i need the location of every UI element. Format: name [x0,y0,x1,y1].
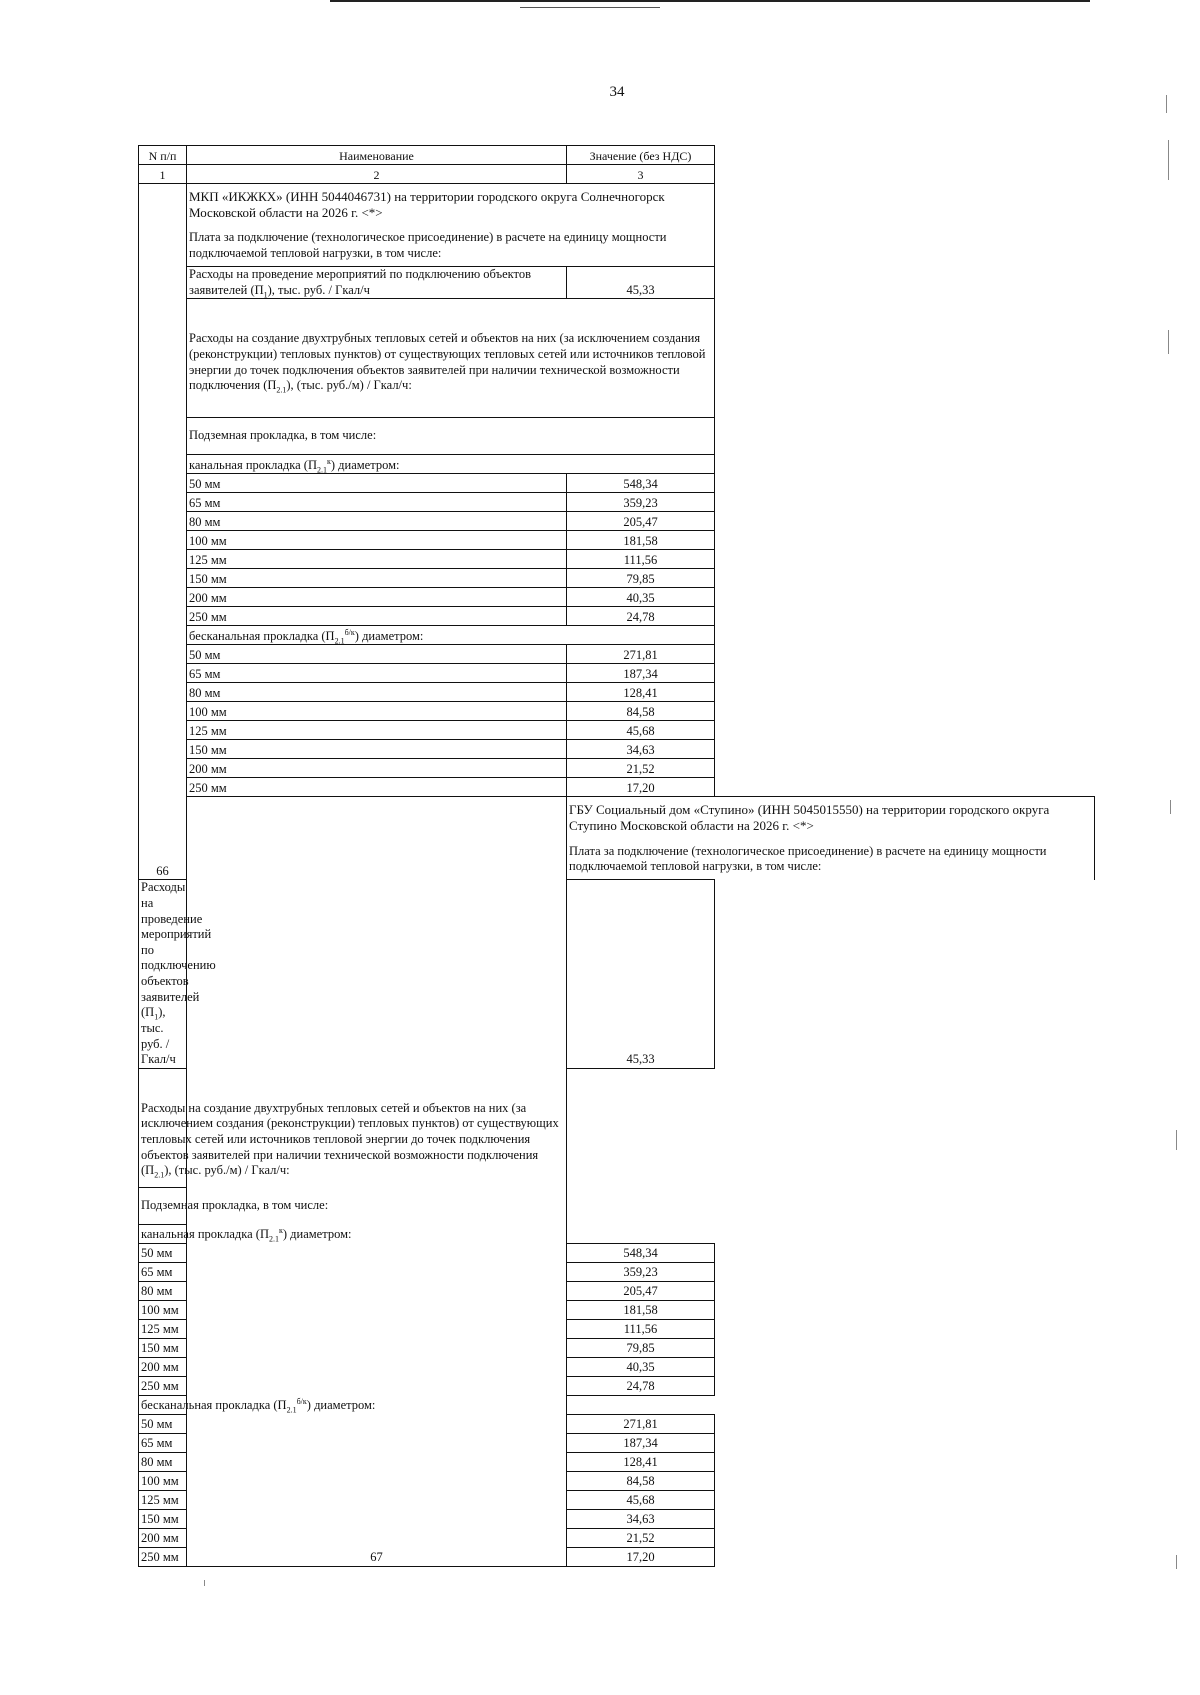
channel-subscript: 2.1 [317,465,327,475]
p21-text [139,1068,567,1187]
table-row [139,778,1095,797]
diameter-value: 548,34 [567,474,715,493]
table-row [139,512,1095,531]
scan-mark [1166,95,1167,113]
diameter-label: 65 мм [139,1262,187,1281]
table-row [139,759,1095,778]
table-row [139,721,1095,740]
nochannel-label [187,626,715,645]
diameter-label: 250 мм [139,1376,187,1395]
diameter-label: 80 мм [139,1452,187,1471]
column-number: 2 [187,165,567,184]
nochannel-prefix: бесканальная прокладка (П [141,1398,287,1413]
table-row [139,493,1095,512]
channel-suffix: ) диаметром: [330,457,400,472]
diameter-value: 45,68 [567,721,715,740]
p1-value: 45,33 [567,880,715,1069]
table-header-row [139,146,1095,165]
diameter-value: 34,63 [567,1509,715,1528]
org-name: МКП «ИКЖКХ» (ИНН 5044046731) на территории городского округа Солнечногорск Московской области на 2026 г. <*> [187,184,715,227]
table-row [139,474,1095,493]
scan-mark [1176,1130,1177,1150]
p1-label [187,267,567,299]
diameter-label: 65 мм [187,664,567,683]
p1-subscript: 1 [263,290,268,300]
p1-prefix: Расходы на проведение мероприятий по подключению объектов заявителей (П [189,267,531,297]
diameter-value: 205,47 [567,512,715,531]
diameter-label: 250 мм [187,607,567,626]
nochannel-header-row [139,626,1095,645]
diameter-label: 100 мм [187,702,567,721]
diameter-value: 128,41 [567,1452,715,1471]
p21-text [187,299,715,418]
diameter-label: 100 мм [139,1300,187,1319]
p1-value: 45,33 [567,267,715,299]
diameter-label: 125 мм [187,721,567,740]
diameter-value: 79,85 [567,1338,715,1357]
fee-row [139,226,1095,267]
diameter-value: 111,56 [567,1319,715,1338]
diameter-label: 200 мм [187,759,567,778]
channel-header-row [139,455,1095,474]
table-row [139,683,1095,702]
diameter-label: 80 мм [187,512,567,531]
p1-suffix: ), тыс. руб. / Гкал/ч [141,1005,176,1067]
diameter-label: 80 мм [187,683,567,702]
nochannel-label [139,1395,567,1414]
scan-border-line [520,7,660,8]
p21-subscript: 2.1 [276,385,287,395]
diameter-value: 271,81 [567,1414,715,1433]
channel-superscript: к [279,1225,283,1235]
nochannel-subscript: 2.1 [286,1405,297,1415]
p1-suffix: ), тыс. руб. / Гкал/ч [267,282,370,297]
diameter-value: 128,41 [567,683,715,702]
diameter-label: 50 мм [139,1414,187,1433]
p1-row [139,267,1095,299]
table-row [139,740,1095,759]
diameter-value: 181,58 [567,1300,715,1319]
table-row [139,645,1095,664]
diameter-label: 200 мм [139,1528,187,1547]
org-name: ГБУ Социальный дом «Ступино» (ИНН 5045015550) на территории городского округа Ступино Московской области на 2026 г. <*> [567,797,1095,840]
diameter-value: 79,85 [567,569,715,588]
diameter-value: 271,81 [567,645,715,664]
p21-main: Расходы на создание двухтрубных тепловых сетей и объектов на них (за исключением создания (реконструкции) тепловых пунктов) от существующих тепловых сетей или источников тепловой энергии до точек подключения объектов заявителей при наличии технической возможности подключения (П [189,331,706,393]
scan-mark [1168,140,1169,180]
org-row [139,184,1095,227]
diameter-value: 548,34 [567,1243,715,1262]
channel-header-row [139,1224,1095,1243]
nochannel-subscript: 2.1 [334,636,345,646]
scan-mark [1176,1555,1177,1569]
diameter-label: 65 мм [187,493,567,512]
diameter-label: 150 мм [187,740,567,759]
channel-prefix: канальная прокладка (П [189,457,317,472]
diameter-value: 24,78 [567,1376,715,1395]
diameter-value: 17,20 [567,1547,715,1566]
p21-suffix: ), (тыс. руб./м) / Гкал/ч: [286,378,412,393]
scan-border-line [330,0,1090,2]
diameter-value: 84,58 [567,1471,715,1490]
diameter-value: 84,58 [567,702,715,721]
row-number: 67 [187,797,567,1567]
table-row [139,607,1095,626]
diameter-value: 181,58 [567,531,715,550]
diameter-label: 150 мм [139,1338,187,1357]
table-row [139,550,1095,569]
channel-label [139,1224,567,1243]
diameter-label: 100 мм [139,1471,187,1490]
channel-suffix: ) диаметром: [282,1227,352,1242]
table-row [139,569,1095,588]
diameter-label: 200 мм [187,588,567,607]
table-row [139,664,1095,683]
diameter-value: 17,20 [567,778,715,797]
diameter-label: 50 мм [139,1243,187,1262]
underground-row [139,1187,1095,1224]
col-header-name: Наименование [187,146,567,165]
diameter-label: 125 мм [139,1490,187,1509]
diameter-label: 250 мм [139,1547,187,1566]
diameter-label: 50 мм [187,474,567,493]
diameter-value: 111,56 [567,550,715,569]
nochannel-header-row [139,1395,1095,1414]
diameter-label: 250 мм [187,778,567,797]
diameter-value: 187,34 [567,1433,715,1452]
channel-label [187,455,715,474]
diameter-value: 21,52 [567,1528,715,1547]
diameter-value: 45,68 [567,1490,715,1509]
p21-row [139,299,1095,418]
tariff-table [138,145,1095,1567]
table-body [139,184,1095,1567]
scan-mark [1170,800,1171,814]
org-row [139,797,1095,840]
scan-mark [204,1580,205,1586]
column-number: 1 [139,165,187,184]
diameter-label: 65 мм [139,1433,187,1452]
p1-subscript: 1 [154,1012,159,1022]
diameter-value: 34,63 [567,740,715,759]
column-numbers-row [139,165,1095,184]
channel-superscript: к [327,456,331,466]
diameter-value: 40,35 [567,588,715,607]
page-number: 34 [609,84,625,100]
fee-text: Плата за подключение (технологическое присоединение) в расчете на единицу мощности подключаемой тепловой нагрузки, в том числе: [187,226,715,267]
underground-label: Подземная прокладка, в том числе: [187,418,715,455]
scan-mark [1168,330,1169,354]
diameter-label: 150 мм [139,1509,187,1528]
nochannel-suffix: ) диаметром: [306,1398,376,1413]
nochannel-superscript: б/к [344,627,355,637]
nochannel-prefix: бесканальная прокладка (П [189,628,335,643]
table-row [139,588,1095,607]
p21-row [139,1068,1095,1187]
diameter-label: 100 мм [187,531,567,550]
diameter-label: 150 мм [187,569,567,588]
p21-main: Расходы на создание двухтрубных тепловых сетей и объектов на них (за исключением создания (реконструкции) тепловых пунктов) от существующих тепловых сетей или источников тепловой энергии до точек подключения объектов заявителей при наличии технической возможности подключения (П [141,1100,559,1178]
table-row [139,702,1095,721]
diameter-label: 125 мм [187,550,567,569]
diameter-value: 21,52 [567,759,715,778]
diameter-value: 359,23 [567,493,715,512]
diameter-label: 80 мм [139,1281,187,1300]
diameter-value: 40,35 [567,1357,715,1376]
diameter-label: 50 мм [187,645,567,664]
diameter-label: 200 мм [139,1357,187,1376]
channel-prefix: канальная прокладка (П [141,1227,269,1242]
diameter-value: 205,47 [567,1281,715,1300]
p21-suffix: ), (тыс. руб./м) / Гкал/ч: [164,1163,290,1178]
p21-subscript: 2.1 [154,1170,165,1180]
nochannel-superscript: б/к [296,1396,307,1406]
p1-prefix: Расходы на проведение мероприятий по подключению объектов заявителей (П [141,880,216,1020]
col-header-value: Значение (без НДС) [567,146,715,165]
p1-label [139,880,216,1069]
fee-text: Плата за подключение (технологическое присоединение) в расчете на единицу мощности подключаемой тепловой нагрузки, в том числе: [567,839,1095,880]
underground-label: Подземная прокладка, в том числе: [139,1187,567,1224]
diameter-value: 187,34 [567,664,715,683]
channel-subscript: 2.1 [269,1234,279,1244]
diameter-value: 24,78 [567,607,715,626]
table-row [139,531,1095,550]
diameter-value: 359,23 [567,1262,715,1281]
column-number: 3 [567,165,715,184]
col-header-number: N п/п [139,146,187,165]
nochannel-suffix: ) диаметром: [354,628,424,643]
diameter-label: 125 мм [139,1319,187,1338]
underground-row [139,418,1095,455]
row-number: 66 [139,184,187,880]
